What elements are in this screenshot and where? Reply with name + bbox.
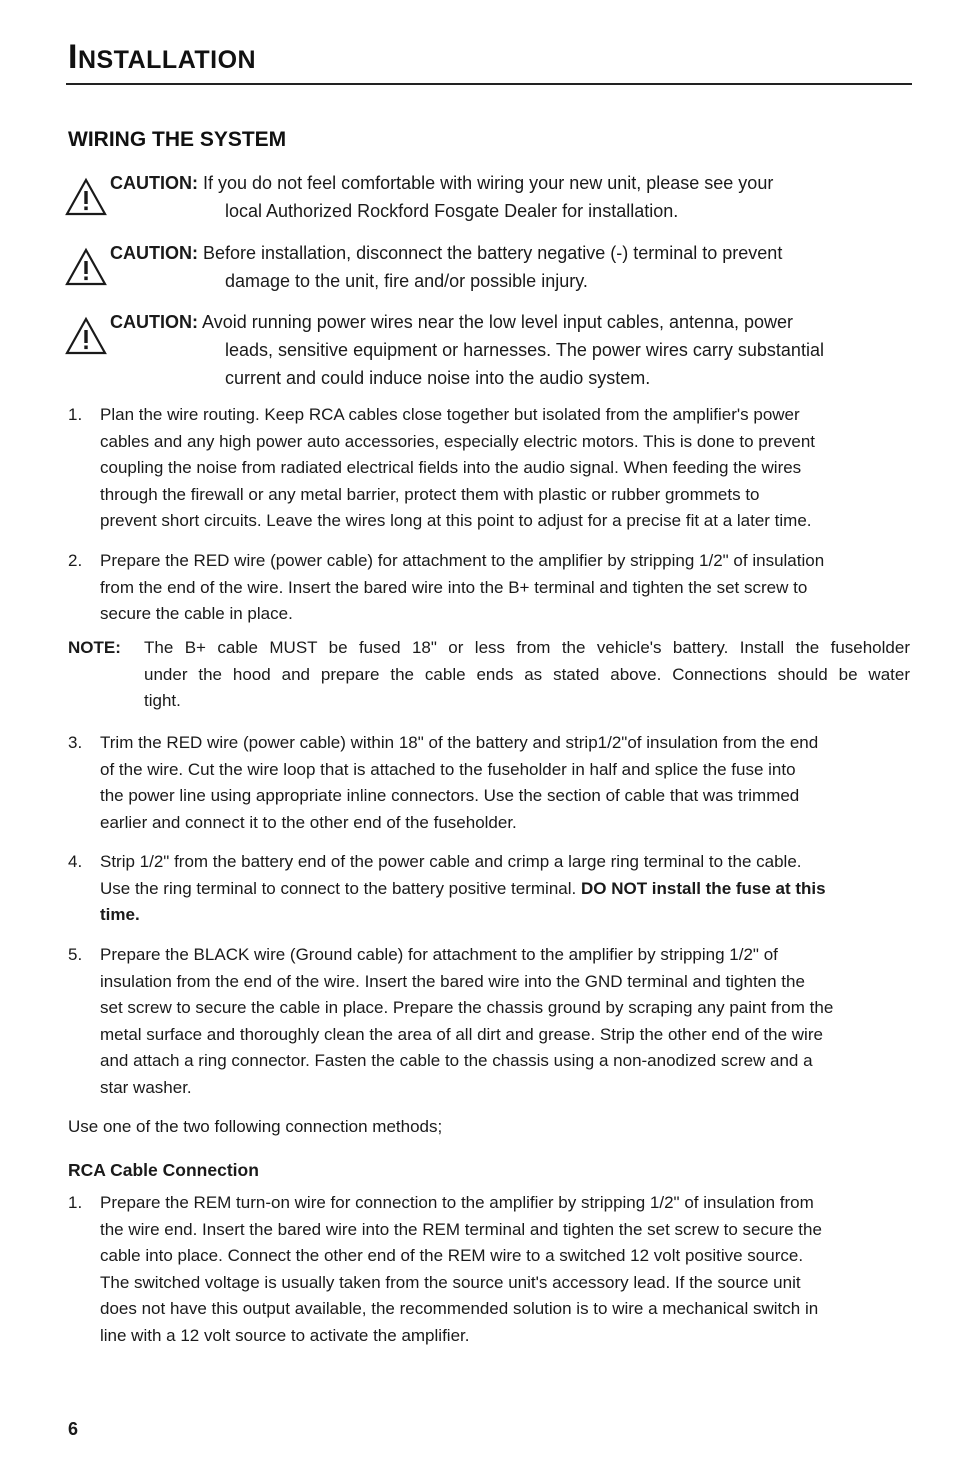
paragraph-line: does not have this output available, the recommended solution is to wire a mechanical switch in <box>100 1299 819 1318</box>
caution-text: Avoid running power wires near the low level input cables, antenna, power <box>202 312 794 332</box>
paragraph-line: Plan the wire routing. Keep RCA cables close together but isolated from the amplifier's power <box>100 405 800 424</box>
paragraph-line: the power line using appropriate inline connectors. Use the section of cable that was trimmed <box>100 786 800 805</box>
caution-text: If you do not feel comfortable with wiring your new unit, please see your <box>203 173 774 193</box>
caution-text: damage to the unit, fire and/or possible injury. <box>225 271 588 291</box>
paragraph-line: metal surface and thoroughly clean the area of all dirt and grease. Strip the other end of the wire <box>100 1024 823 1044</box>
caution-label: CAUTION: <box>110 243 198 263</box>
list-number: 4. <box>68 852 83 871</box>
emphasis-text: time. <box>100 905 140 924</box>
list-number: 1. <box>68 1193 83 1212</box>
list-number: 1. <box>68 405 83 424</box>
note-line: tight. <box>144 691 181 710</box>
caution-label: CAUTION: <box>110 173 198 193</box>
caution-text: Before installation, disconnect the battery negative (-) terminal to prevent <box>203 243 783 263</box>
warning-triangle-icon <box>64 177 108 217</box>
paragraph-line: Use the ring terminal to connect to the battery positive terminal. <box>100 878 581 898</box>
page-title <box>68 38 256 77</box>
paragraph-line: coupling the noise from radiated electrical fields into the audio signal. When feeding the wires <box>100 458 802 477</box>
subsection-heading: RCA Cable Connection <box>68 1160 259 1180</box>
methods-intro: Use one of the two following connection methods; <box>68 1117 443 1136</box>
paragraph-line: Prepare the BLACK wire (Ground cable) for attachment to the amplifier by stripping 1/2" of <box>100 945 778 964</box>
caution-text: local Authorized Rockford Fosgate Dealer for installation. <box>225 201 679 221</box>
paragraph-line: secure the cable in place. <box>100 604 293 623</box>
warning-triangle-icon <box>64 316 108 356</box>
caution-text: current and could induce noise into the audio system. <box>225 368 651 388</box>
paragraph-line: earlier and connect it to the other end of the fuseholder. <box>100 812 517 832</box>
paragraph-line: prevent short circuits. Leave the wires long at this point to adjust for a precise fit at a later time. <box>100 511 812 530</box>
paragraph-line: from the end of the wire. Insert the bared wire into the B+ terminal and tighten the set screw to <box>100 577 808 597</box>
note-line: The B+ cable MUST be fused 18" or less from the vehicle's battery. Install the fuseholder <box>144 638 910 657</box>
caution-text: leads, sensitive equipment or harnesses. The power wires carry substantial <box>225 340 824 360</box>
warning-triangle-icon <box>64 247 108 287</box>
paragraph-line: cables and any high power auto accessories, especially electric motors. This is done to prevent <box>100 431 816 451</box>
paragraph-line: set screw to secure the cable in place. Prepare the chassis ground by scraping any paint from the <box>100 998 834 1017</box>
paragraph-line: line with a 12 volt source to activate the amplifier. <box>100 1325 470 1345</box>
paragraph-line: Strip 1/2" from the battery end of the power cable and crimp a large ring terminal to the cable. <box>100 852 802 871</box>
paragraph-line: the wire end. Insert the bared wire into the REM terminal and tighten the set screw to secure the <box>100 1219 822 1239</box>
header-divider <box>66 83 912 85</box>
section-heading: WIRING THE SYSTEM <box>68 128 287 151</box>
paragraph-line: cable into place. Connect the other end of the REM wire to a switched 12 volt positive source. <box>100 1246 804 1265</box>
paragraph-line: of the wire. Cut the wire loop that is attached to the fuseholder in half and splice the fuse into <box>100 759 796 779</box>
list-number: 3. <box>68 733 83 752</box>
paragraph-line: and attach a ring connector. Fasten the cable to the chassis using a non-anodized screw and a <box>100 1051 813 1070</box>
list-number: 5. <box>68 945 83 964</box>
paragraph-line: The switched voltage is usually taken from the source unit's accessory lead. If the source unit <box>100 1272 801 1292</box>
list-number: 2. <box>68 551 83 570</box>
caution-label: CAUTION: <box>110 312 198 332</box>
note-label: NOTE: <box>68 638 121 657</box>
paragraph-line: Trim the RED wire (power cable) within 18" of the battery and strip1/2"of insulation from the end <box>100 733 819 752</box>
page-title-rest: NSTALLATION <box>77 46 257 74</box>
page-number: 6 <box>68 1419 79 1439</box>
paragraph-line: Prepare the REM turn-on wire for connection to the amplifier by stripping 1/2" of insulation from <box>100 1193 814 1212</box>
paragraph-line: star washer. <box>100 1077 192 1097</box>
paragraph-line: insulation from the end of the wire. Insert the bared wire into the GND terminal and tighten the <box>100 971 805 991</box>
emphasis-text: DO NOT install the fuse at this <box>580 878 826 898</box>
paragraph-line: Prepare the RED wire (power cable) for attachment to the amplifier by stripping 1/2" of insulation <box>100 551 825 570</box>
note-line: under the hood and prepare the cable ends as stated above. Connections should be water <box>144 664 910 684</box>
paragraph-line: through the firewall or any metal barrier, protect them with plastic or rubber grommets to <box>100 484 760 504</box>
page-title-initial: I <box>68 38 78 76</box>
